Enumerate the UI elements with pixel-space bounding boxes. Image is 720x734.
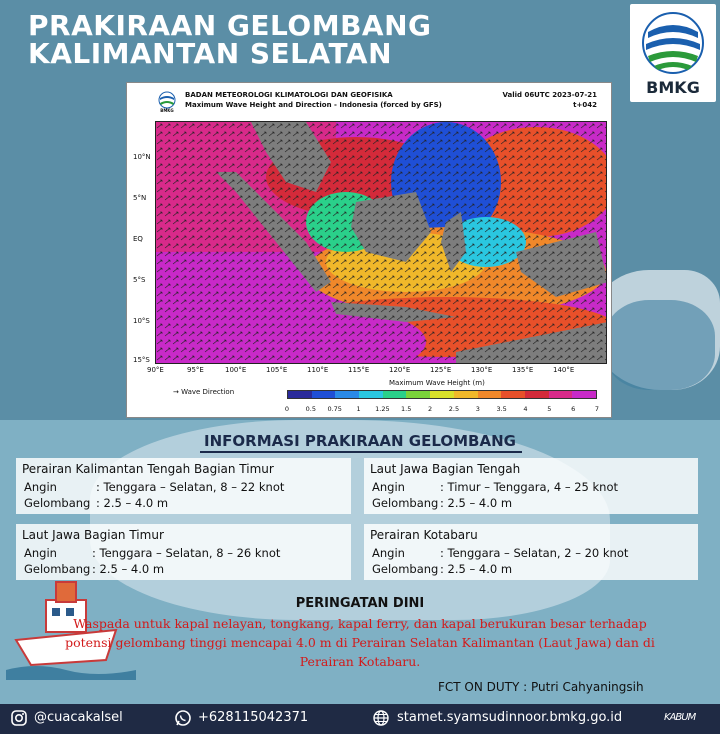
info-heading-underline (200, 451, 522, 453)
lon-label: 105°E (266, 366, 288, 374)
colorbar-segment (454, 391, 478, 398)
lat-label: 10°S (133, 317, 150, 325)
colorbar-segment (525, 391, 549, 398)
area-card-kotabaru (364, 524, 698, 580)
wind-label: Angin (24, 546, 57, 560)
colorbar-tick: 5 (547, 405, 552, 413)
duty-label: FCT ON DUTY : (438, 680, 528, 694)
bmkg-logo-text: BMKG (646, 78, 700, 97)
colorbar-tick: 2 (427, 405, 433, 413)
colorbar-segment (383, 391, 407, 398)
colorbar-tick: 7 (594, 405, 600, 413)
wave-map-card (126, 82, 612, 418)
wave-value: : 2.5 – 4.0 m (440, 562, 513, 576)
colorbar-segment (478, 391, 502, 398)
lon-label: 140°E (553, 366, 575, 374)
background-island-shadow (605, 300, 715, 390)
map-valid-time: Valid 06UTC 2023-07-21 (502, 91, 597, 99)
instagram-handle[interactable]: @cuacakalsel (34, 710, 123, 725)
wind-value: : Tenggara – Selatan, 2 – 20 knot (440, 546, 629, 560)
colorbar-segment (549, 391, 573, 398)
map-agency: BADAN METEOROLOGI KLIMATOLOGI DAN GEOFISIKA (185, 91, 393, 99)
warning-line-3: Perairan Kotabaru. (299, 654, 421, 669)
wave-height-map (155, 121, 607, 364)
colorbar-tick: 1.25 (375, 405, 390, 413)
colorbar-tick: 0.75 (327, 405, 342, 413)
wave-value: : 2.5 – 4.0 m (92, 562, 165, 576)
wave-value: : 2.5 – 4.0 m (440, 496, 513, 510)
title-line-2: KALIMANTAN SELATAN (28, 37, 393, 70)
lon-label: 125°E (430, 366, 452, 374)
wave-label: Gelombang (24, 496, 91, 510)
colorbar-tick: 1 (356, 405, 361, 413)
colorbar-tick: 0 (284, 405, 290, 413)
colorbar-segment (406, 391, 430, 398)
warning-text (60, 614, 660, 671)
globe-icon (372, 709, 390, 727)
wind-label: Angin (372, 480, 405, 494)
wave-value: : 2.5 – 4.0 m (96, 496, 169, 510)
whatsapp-icon (174, 709, 192, 727)
warning-title: PERINGATAN DINI (295, 596, 425, 611)
colorbar-tick: 3 (475, 405, 480, 413)
colorbar-tick: 1.5 (401, 405, 412, 413)
title-line-1: PRAKIRAAN GELOMBANG (28, 9, 432, 42)
info-heading: INFORMASI PRAKIRAAN GELOMBANG (204, 432, 516, 450)
colorbar (287, 390, 597, 399)
lat-label: 5°S (133, 276, 146, 284)
lon-label: 115°E (348, 366, 370, 374)
lon-label: 95°E (187, 366, 204, 374)
wave-label: Gelombang (372, 562, 439, 576)
colorbar-tick: 3.5 (496, 405, 507, 413)
wind-value: : Tenggara – Selatan, 8 – 26 knot (92, 546, 281, 560)
colorbar-ticks (284, 405, 600, 415)
wind-label: Angin (24, 480, 57, 494)
lat-label: EQ (133, 235, 143, 243)
lat-label: 5°N (133, 194, 147, 202)
area-name: Laut Jawa Bagian Timur (22, 528, 164, 542)
wind-value: : Timur – Tenggara, 4 – 25 knot (440, 480, 619, 494)
colorbar-segment (359, 391, 383, 398)
wind-value: : Tenggara – Selatan, 8 – 22 knot (96, 480, 285, 494)
duty-name: Putri Cahyaningsih (531, 680, 644, 694)
lat-label: 10°N (133, 153, 151, 161)
warning-line-2: potensi gelombang tinggi mencapai 4.0 m di Perairan Selatan Kalimantan (Laut Jawa) dan di (65, 635, 655, 650)
area-name: Laut Jawa Bagian Tengah (370, 462, 521, 476)
area-card-laut-jawa-tengah (364, 458, 698, 514)
colorbar-segment (288, 391, 312, 398)
wave-label: Gelombang (24, 562, 91, 576)
lon-label: 135°E (512, 366, 534, 374)
background-island-shape (90, 420, 610, 620)
wave-label: Gelombang (372, 496, 439, 510)
wave-direction-legend: → Wave Direction (173, 388, 235, 396)
area-card-kalteng-timur (16, 458, 351, 514)
colorbar-segment (335, 391, 359, 398)
signature-mark: KABUM (664, 712, 696, 723)
lon-label: 100°E (225, 366, 247, 374)
colorbar-segment (430, 391, 454, 398)
colorbar-tick: 4 (523, 405, 528, 413)
lon-label: 130°E (471, 366, 493, 374)
colorbar-tick: 0.5 (305, 405, 317, 413)
phone-number[interactable]: +628115042371 (198, 710, 309, 725)
svg-text:BMKG: BMKG (160, 108, 174, 113)
wind-label: Angin (372, 546, 405, 560)
early-warning (60, 594, 660, 674)
wave-map-graphic (156, 122, 607, 364)
lat-label: 15°S (133, 356, 150, 364)
warning-line-1: Waspada untuk kapal nelayan, tongkang, kapal ferry, dan kapal berukuran besar terhadap (73, 616, 647, 631)
map-forecast-step: t+042 (573, 101, 597, 109)
footer-bar (0, 704, 720, 734)
colorbar-title: Maximum Wave Height (m) (389, 379, 485, 387)
bmkg-small-logo-icon (157, 91, 177, 113)
colorbar-segment (572, 391, 596, 398)
wave-direction-label: Wave Direction (181, 388, 235, 396)
area-name: Perairan Kalimantan Tengah Bagian Timur (22, 462, 274, 476)
area-name: Perairan Kotabaru (370, 528, 478, 542)
bmkg-logo (630, 4, 716, 102)
website-link[interactable]: stamet.syamsudinnoor.bmkg.go.id (397, 710, 623, 725)
colorbar-segment (312, 391, 336, 398)
forecaster-on-duty (438, 680, 644, 694)
colorbar-segment (501, 391, 525, 398)
lon-label: 90°E (147, 366, 164, 374)
lon-label: 120°E (389, 366, 411, 374)
instagram-icon (10, 709, 28, 727)
colorbar-tick: 6 (571, 405, 576, 413)
lon-label: 110°E (307, 366, 329, 374)
colorbar-tick: 2.5 (448, 405, 460, 413)
page-title (28, 9, 432, 70)
bmkg-emblem-icon (638, 10, 708, 76)
map-subtitle: Maximum Wave Height and Direction - Indonesia (forced by GFS) (185, 101, 442, 109)
